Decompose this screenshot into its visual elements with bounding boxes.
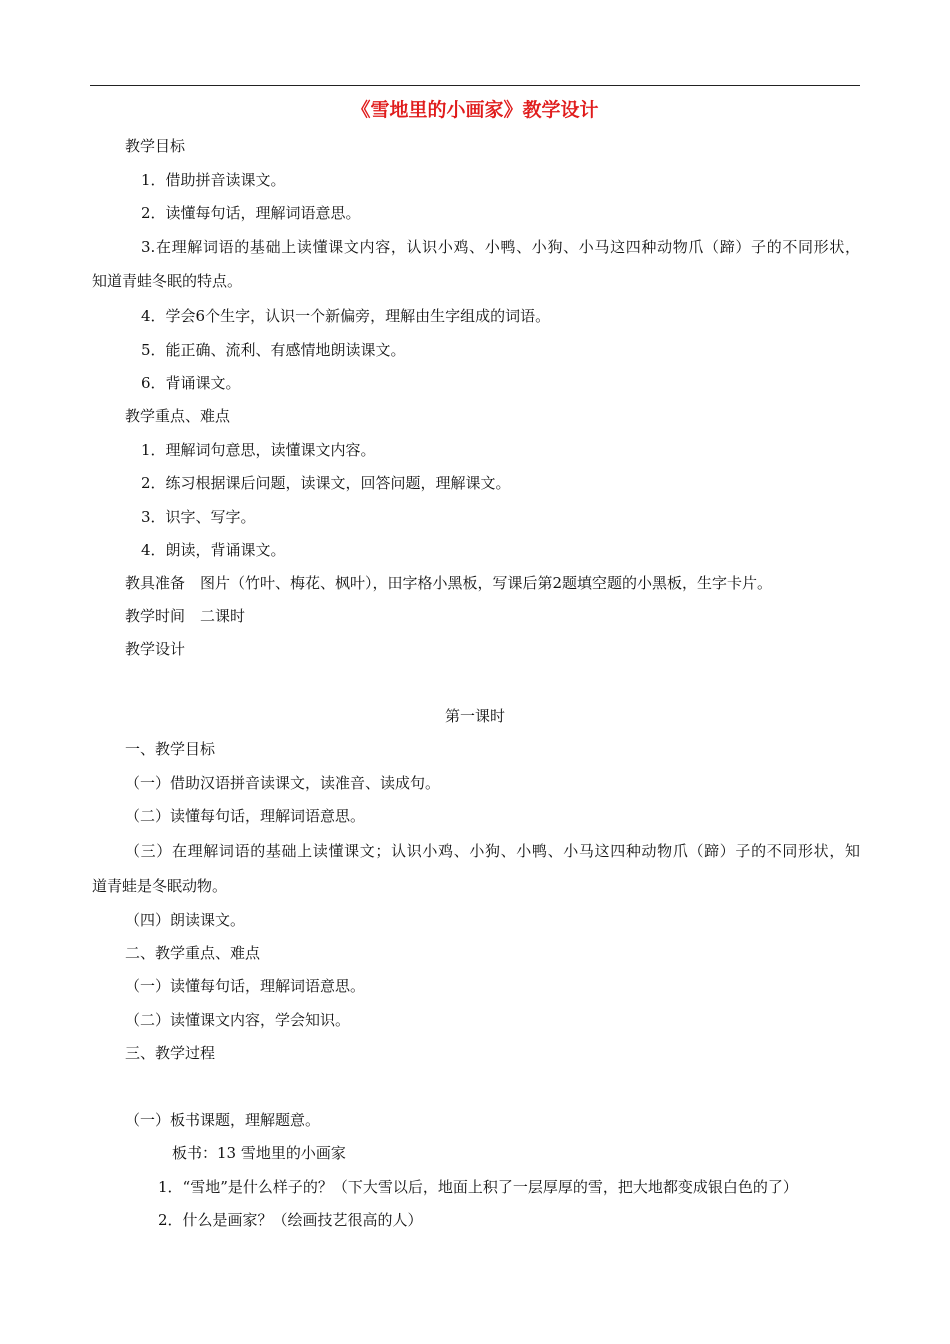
objective-item: 2．读懂每句话，理解词语意思。 bbox=[141, 204, 361, 222]
question-item: 1．“雪地”是什么样子的？（下大雪以后，地面上积了一层厚厚的雪，把大地都变成银白色的了） bbox=[158, 1178, 798, 1196]
section-item: （二）读懂课文内容，学会知识。 bbox=[125, 1011, 351, 1029]
section-heading: 三、教学过程 bbox=[125, 1044, 216, 1062]
section-heading: 一、教学目标 bbox=[125, 740, 216, 758]
header-rule bbox=[90, 85, 860, 86]
section-item: （二）读懂每句话，理解词语意思。 bbox=[125, 807, 366, 825]
question-item: 2．什么是画家？（绘画技艺很高的人） bbox=[158, 1211, 423, 1229]
materials-line: 教具准备 图片（竹叶、梅花、枫叶），田字格小黑板，写课后第2题填空题的小黑板，生字卡片。 bbox=[125, 574, 773, 592]
document-title: 《雪地里的小画家》教学设计 bbox=[351, 99, 599, 121]
section-item-continued: 道青蛙是冬眠动物。 bbox=[92, 877, 228, 895]
heading-design: 教学设计 bbox=[125, 640, 186, 658]
heading-key-points: 教学重点、难点 bbox=[125, 407, 231, 425]
heading-objectives: 教学目标 bbox=[125, 137, 186, 155]
section-item: （四）朗读课文。 bbox=[125, 911, 246, 929]
objective-item: 6．背诵课文。 bbox=[141, 374, 241, 392]
objective-item: 4．学会6个生字，认识一个新偏旁，理解由生字组成的词语。 bbox=[141, 307, 551, 325]
section-item: （一）借助汉语拼音读课文，读准音、读成句。 bbox=[125, 774, 441, 792]
section-item: （三）在理解词语的基础上读懂课文；认识小鸡、小狗、小鸭、小马这四种动物爪（蹄）子的不同形状，知 bbox=[125, 842, 860, 860]
section-heading: 二、教学重点、难点 bbox=[125, 944, 261, 962]
lesson-heading: 第一课时 bbox=[444, 707, 505, 725]
objective-item: 3.在理解词语的基础上读懂课文内容，认识小鸡、小鸭、小狗、小马这四种动物爪（蹄）子的不同形状， bbox=[141, 238, 860, 256]
key-point-item: 4．朗读，背诵课文。 bbox=[141, 541, 286, 559]
objective-item-continued: 知道青蛙冬眠的特点。 bbox=[92, 272, 243, 290]
blackboard-line: 板书：13 雪地里的小画家 bbox=[172, 1144, 346, 1162]
section-item: （一）读懂每句话，理解词语意思。 bbox=[125, 977, 366, 995]
time-line: 教学时间 二课时 bbox=[125, 607, 246, 625]
key-point-item: 1．理解词句意思，读懂课文内容。 bbox=[141, 441, 376, 459]
objective-item: 5．能正确、流利、有感情地朗读课文。 bbox=[141, 341, 406, 359]
key-point-item: 3．识字、写字。 bbox=[141, 508, 256, 526]
process-step: （一）板书课题，理解题意。 bbox=[125, 1111, 321, 1129]
objective-item: 1．借助拼音读课文。 bbox=[141, 171, 286, 189]
key-point-item: 2．练习根据课后问题，读课文，回答问题，理解课文。 bbox=[141, 474, 511, 492]
